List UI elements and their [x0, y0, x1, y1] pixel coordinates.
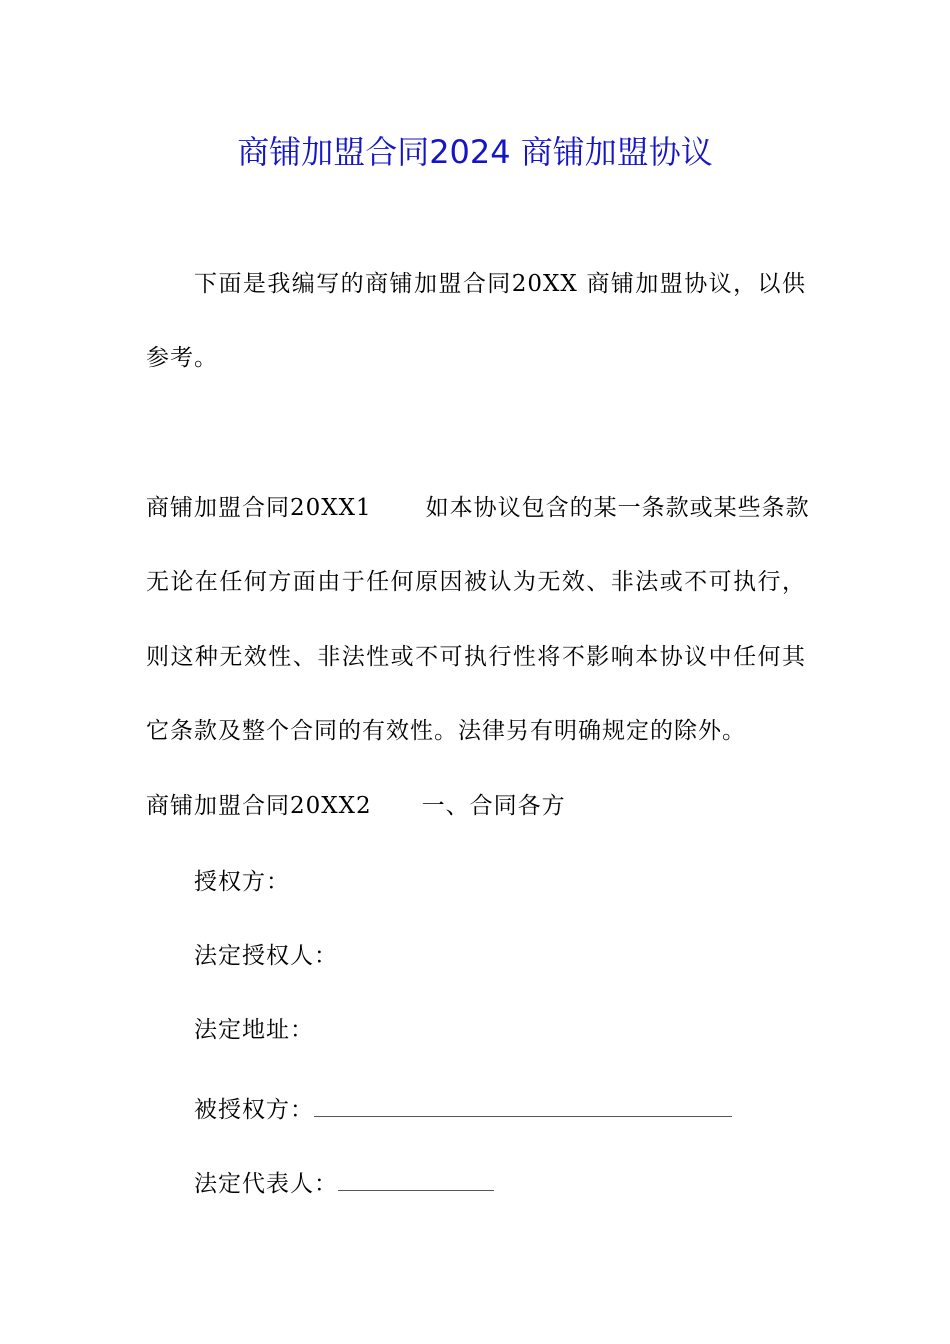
- section2-heading: 商铺加盟合同20XX2: [146, 793, 372, 819]
- section1-first-line: [146, 490, 810, 526]
- section1-line-4: 它条款及整个合同的有效性。法律另有明确规定的除外。: [146, 718, 746, 744]
- document-title: 商铺加盟合同2024 商铺加盟协议: [237, 133, 713, 171]
- section2-subheading: 一、合同各方: [421, 793, 566, 819]
- section1-line-3: 则这种无效性、非法性或不可执行性将不影响本协议中任何其: [146, 644, 806, 670]
- intro-line-1: 下面是我编写的商铺加盟合同20XX 商铺加盟协议，以供: [194, 271, 806, 297]
- section1-heading: 商铺加盟合同20XX1: [146, 495, 372, 521]
- section1-line-2: 无论在任何方面由于任何原因被认为无效、非法或不可执行，: [146, 569, 806, 595]
- licensee-blank-line: [314, 1088, 732, 1117]
- field-legal-representative-row: [194, 1162, 494, 1202]
- field-licensee-label: 被授权方：: [194, 1097, 314, 1123]
- legal-representative-blank-line: [338, 1162, 494, 1191]
- field-legal-representative-label: 法定代表人：: [194, 1171, 338, 1197]
- intro-line-2: 参考。: [146, 345, 218, 371]
- field-licensee-row: [194, 1088, 732, 1128]
- field-legal-address: 法定地址：: [194, 1017, 314, 1043]
- section1-line1-text: 如本协议包含的某一条款或某些条款: [425, 495, 810, 521]
- section2-heading-line: [146, 788, 566, 824]
- field-licensor: 授权方：: [194, 869, 290, 895]
- field-legal-authorizer: 法定授权人：: [194, 943, 338, 969]
